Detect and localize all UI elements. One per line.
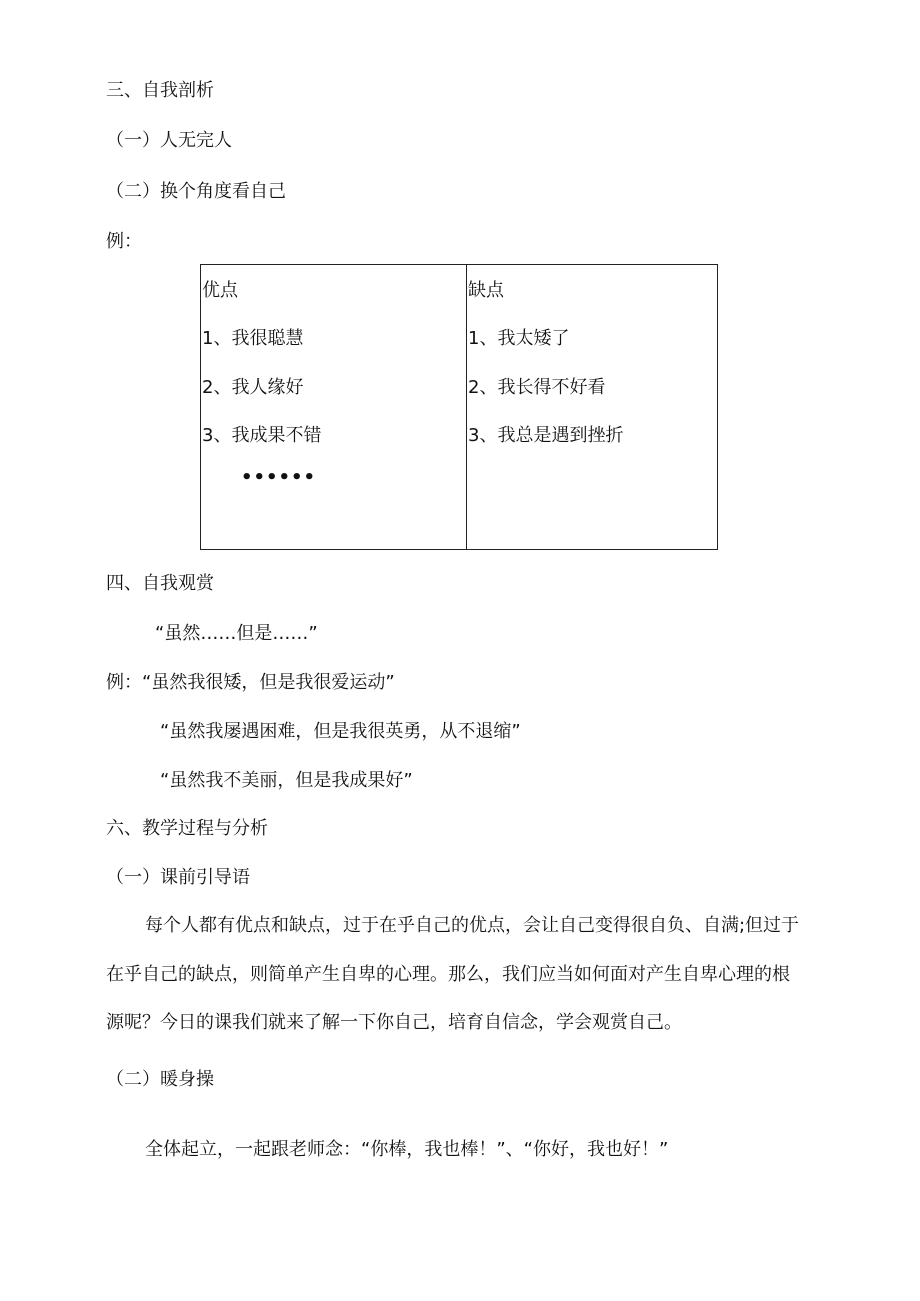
table-header-strengths: 优点: [202, 280, 238, 301]
table-strength-item: 1、我很聪慧: [202, 328, 304, 349]
table-strength-item: 2、我人缘好: [202, 377, 304, 398]
section-3-subheading-2: （二）换个角度看自己: [106, 181, 286, 202]
section-4-example-3: “虽然我不美丽，但是我成果好”: [160, 770, 413, 791]
table-ellipsis: ••••••: [241, 467, 317, 488]
table-weakness-item: 2、我长得不好看: [468, 377, 606, 398]
table-weakness-item: 1、我太矮了: [468, 328, 570, 349]
section-6-heading: 六、教学过程与分析: [106, 818, 268, 839]
warmup-instruction: 全体起立，一起跟老师念：“你棒，我也棒！”、“你好，我也好！”: [145, 1139, 669, 1160]
table-header-weaknesses: 缺点: [468, 280, 504, 301]
section-4-example-1: 例：“虽然我很矮，但是我很爱运动”: [106, 672, 395, 693]
section-6-subheading-2: （二）暖身操: [106, 1069, 214, 1090]
table-strength-item: 3、我成果不错: [202, 425, 322, 446]
intro-paragraph-line-3: 源呢？今日的课我们就来了解一下你自己，培育自信念，学会观赏自己。: [106, 1012, 682, 1033]
example-label: 例：: [106, 231, 142, 252]
section-3-subheading-1: （一）人无完人: [106, 130, 232, 151]
section-3-heading: 三、自我剖析: [106, 80, 214, 101]
section-6-subheading-1: （一）课前引导语: [106, 867, 250, 888]
section-4-heading: 四、自我观赏: [106, 573, 214, 594]
table-weakness-item: 3、我总是遇到挫折: [468, 425, 624, 446]
section-4-example-2: “虽然我屡遇困难，但是我很英勇，从不退缩”: [160, 721, 521, 742]
table-column-divider: [466, 265, 467, 549]
intro-paragraph-line-2: 在乎自己的缺点，则简单产生自卑的心理。那么，我们应当如何面对产生自卑心理的根: [106, 964, 790, 985]
strengths-weaknesses-table: [200, 264, 718, 550]
section-4-pattern: “虽然……但是……”: [155, 623, 318, 644]
intro-paragraph-line-1: 每个人都有优点和缺点，过于在乎自己的优点，会让自己变得很自负、自满;但过于: [145, 915, 800, 936]
